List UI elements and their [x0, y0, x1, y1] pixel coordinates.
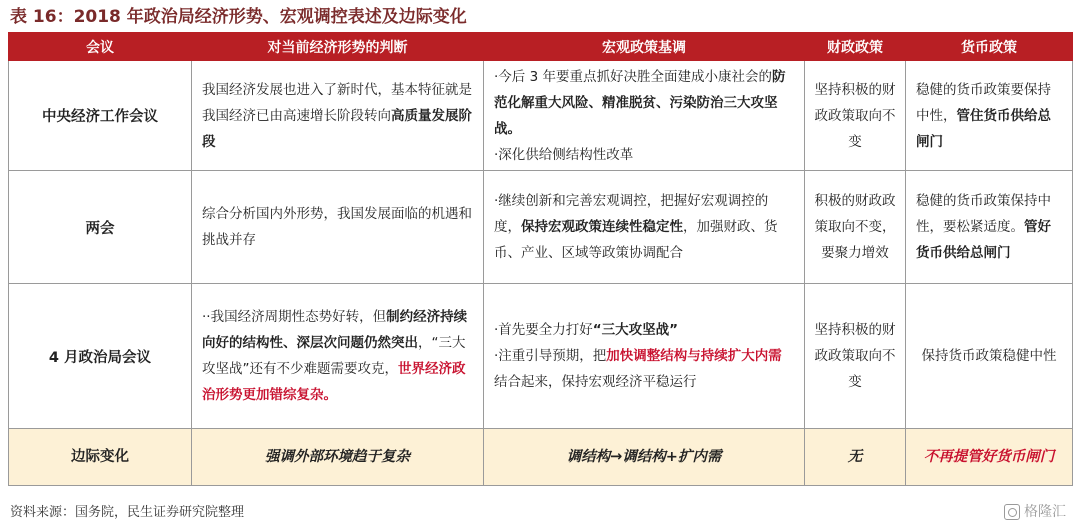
- judgment-cell: [192, 284, 484, 429]
- cell-text-run: ··我国经济周期性态势好转，但: [202, 309, 387, 325]
- cell-text-run: ，“三大攻坚战”还有不少难题需要攻克，: [202, 335, 466, 377]
- cell-text-run: 稳健的货币政策要保持中性，: [916, 81, 1051, 124]
- table-row: [9, 171, 1073, 284]
- table-title: 表 16：2018 年政治局经济形势、宏观调控表述及边际变化: [10, 7, 467, 27]
- summary-macro: 调结构→调结构+扩内需: [484, 429, 805, 486]
- watermark-logo-icon: [1004, 504, 1020, 520]
- cell-text-run: 坚持积极的财政政策取向不变: [814, 322, 896, 390]
- meeting-name: 两会: [9, 171, 192, 284]
- fiscal-cell: [805, 61, 906, 171]
- cell-text-run: 制约经济持续向好的结构性、深层次问题仍然突出: [202, 309, 468, 351]
- summary-fiscal: 无: [805, 429, 906, 486]
- cell-text-run: ，加强财政、货币、产业、区域等政策协调配合: [494, 219, 778, 261]
- cell-text-run: 管住货币供给总闸门: [916, 107, 1051, 150]
- table-row: [9, 61, 1073, 171]
- cell-text-run: ·注重引导预期，把: [494, 348, 607, 364]
- cell-text-run: ·首先要全力打好: [494, 322, 593, 338]
- summary-judgment: 强调外部环境趋于复杂: [192, 429, 484, 486]
- macro-cell: [484, 171, 805, 284]
- header-row: [9, 33, 1073, 61]
- header-monetary: 货币政策: [906, 33, 1073, 61]
- cell-text-run: 积极的财政政策取向不变，要聚力增效: [814, 193, 896, 261]
- judgment-cell: [192, 171, 484, 284]
- cell-text-run: 保持货币政策稳健中性: [921, 348, 1057, 364]
- cell-text-run: ·继续创新和完善宏观调控，把握好宏观调控的度，: [494, 193, 769, 235]
- summary-label: 边际变化: [9, 429, 192, 486]
- summary-monetary: 不再提管好货币闸门: [906, 429, 1073, 486]
- watermark: [1004, 501, 1066, 523]
- cell-text-run: ·今后 3 年要重点抓好决胜全面建成小康社会的: [494, 68, 772, 85]
- meeting-name: 中央经济工作会议: [9, 61, 192, 171]
- cell-text-run: 我国经济发展也进入了新时代，基本特征就是我国经济已由高速增长阶段转向: [202, 81, 472, 124]
- policy-table: [8, 32, 1073, 486]
- cell-text-run: 管好货币供给总闸门: [916, 219, 1051, 261]
- cell-text-run: 高质量发展阶段: [202, 107, 472, 150]
- meeting-name: 4 月政治局会议: [9, 284, 192, 429]
- cell-text-run: 结合起来，保持宏观经济平稳运行: [494, 374, 697, 390]
- fiscal-cell: [805, 171, 906, 284]
- macro-cell: [484, 61, 805, 171]
- summary-row: [9, 429, 1073, 486]
- monetary-cell: [906, 284, 1073, 429]
- cell-text-run: 加快调整结构与持续扩大内需: [606, 348, 782, 364]
- source-note: 资料来源：国务院，民生证券研究院整理: [10, 505, 245, 520]
- cell-text-run: 稳健的货币政策保持中性，要松紧适度。: [916, 193, 1051, 235]
- cell-text-run: “三大攻坚战”: [592, 322, 679, 338]
- judgment-cell: [192, 61, 484, 171]
- cell-text-run: 世界经济政治形势更加错综复杂。: [202, 361, 466, 403]
- header-meeting: 会议: [9, 33, 192, 61]
- monetary-cell: [906, 171, 1073, 284]
- cell-text-run: ·深化供给侧结构性改革: [494, 146, 634, 163]
- cell-text-run: 保持宏观政策连续性稳定性: [521, 219, 683, 235]
- cell-text-run: 综合分析国内外形势，我国发展面临的机遇和挑战并存: [202, 206, 472, 248]
- header-fiscal: 财政政策: [805, 33, 906, 61]
- cell-text-run: 坚持积极的财政政策取向不变: [814, 81, 896, 150]
- table-row: [9, 284, 1073, 429]
- cell-text-run: 防范化解重大风险、精准脱贫、污染防治三大攻坚战。: [494, 68, 786, 137]
- fiscal-cell: [805, 284, 906, 429]
- watermark-text: 格隆汇: [1024, 504, 1066, 520]
- header-judgment: 对当前经济形势的判断: [192, 33, 484, 61]
- macro-cell: [484, 284, 805, 429]
- header-macro: 宏观政策基调: [484, 33, 805, 61]
- monetary-cell: [906, 61, 1073, 171]
